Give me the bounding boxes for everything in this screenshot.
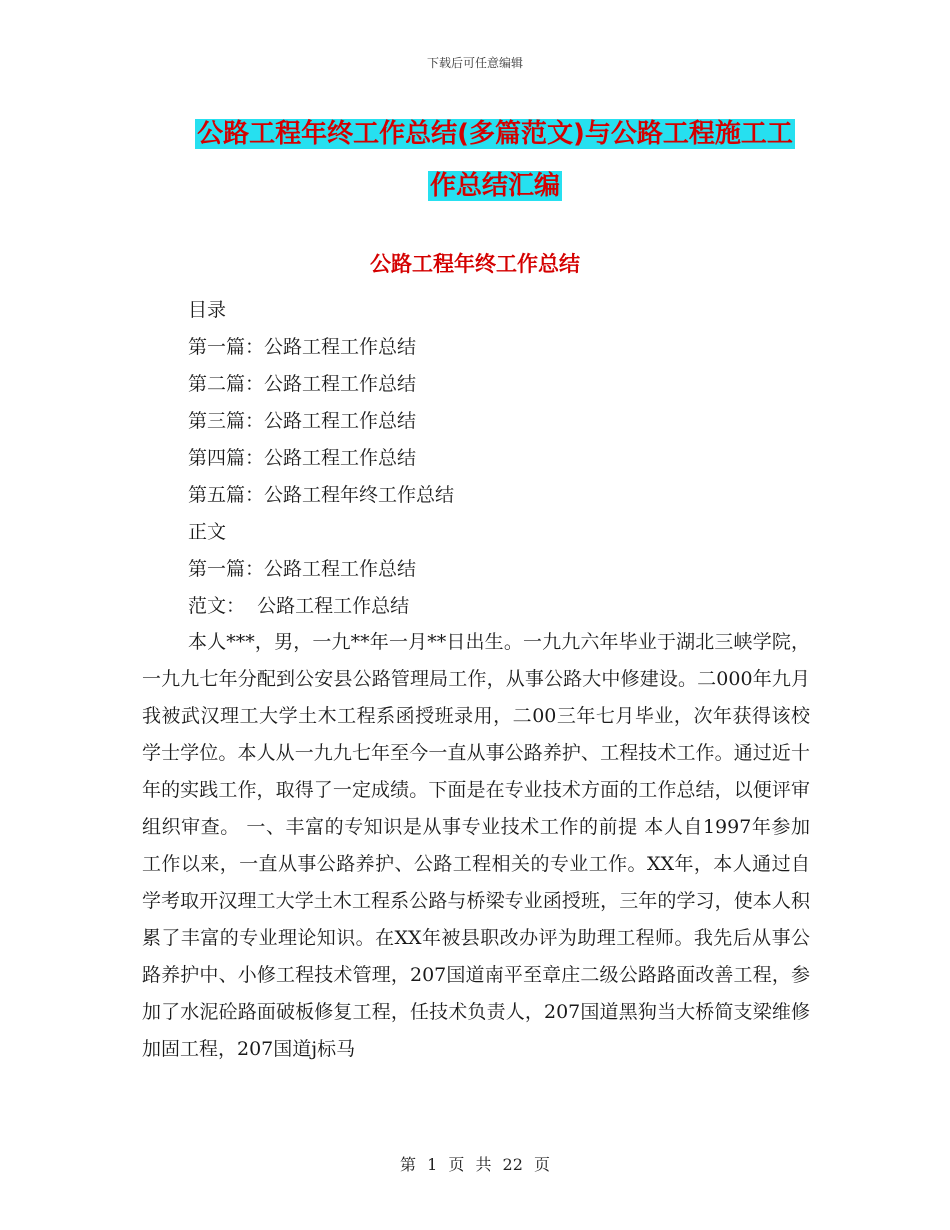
chapter-title: 第一篇：公路工程工作总结 [188, 558, 417, 580]
document-title [160, 108, 830, 212]
toc-item: 第五篇：公路工程年终工作总结 [188, 484, 455, 506]
toc-item: 第三篇：公路工程工作总结 [188, 410, 417, 432]
section-title: 公路工程年终工作总结 [370, 252, 580, 276]
header-note: 下载后可任意编辑 [426, 56, 523, 70]
toc-item: 第四篇：公路工程工作总结 [188, 447, 417, 469]
sample-title: 范文： 公路工程工作总结 [188, 595, 410, 617]
toc-item: 第一篇：公路工程工作总结 [188, 336, 417, 358]
toc-item: 第二篇：公路工程工作总结 [188, 373, 417, 395]
document-title-line2: 作总结汇编 [429, 171, 560, 201]
table-of-contents [188, 292, 808, 625]
body-paragraph: 本人***，男，一九**年一月**日出生。一九九六年毕业于湖北三峡学院，一九九七年分配到公安县公路管理局工作，从事公路大中修建设。二000年九月我被武汉理工大学土木工程系函授班录用，二00三年七月毕业，次年获得该校学士学位。本人从一九九七年至今一直从事公路养护、工程技术工作。通过近十年的实践工作，取得了一定成绩。下面是在专业技术方面的工作总结，以便评审组织审查。 一、丰富的专知识是从事专业技术工作的前提 本人自1997年参加工作以来，一直从事公路养护、公路工程相关的专业工作。XX年，本人通过自学考取开汉理工大学土木工程系公路与桥梁专业函授班，三年的学习，使本人积累了丰富的专业理论知识。在XX年被县职改办评为助理工程师。我先后从事公路养护中、小修工程技术管理，207国道南平至章庄二级公路路面改善工程，参加了水泥砼路面破板修复工程，任技术负责人，207国道黑狗当大桥简支梁维修加固工程，207国道j标马 [142, 631, 810, 1060]
page-number: 第 1 页 共 22 页 [400, 1155, 550, 1174]
toc-heading: 目录 [188, 299, 227, 321]
document-title-line1: 公路工程年终工作总结(多篇范文)与公路工程施工工 [197, 119, 793, 149]
toc-body-heading: 正文 [188, 521, 227, 543]
